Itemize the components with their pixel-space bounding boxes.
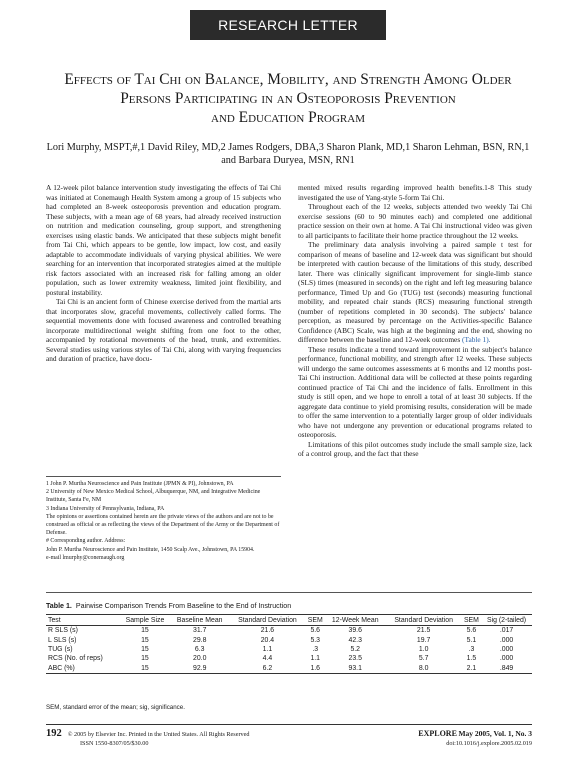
footer-right bbox=[418, 729, 532, 748]
table-cell: 5.1 bbox=[466, 636, 477, 644]
table-cell: 1.5 bbox=[466, 655, 477, 663]
table-cell: 21.6 bbox=[260, 627, 275, 635]
body-paragraph: A 12-week pilot balance intervention study investigating the effects of Tai Chi was initiated at Conemaugh Health System among a group of 15 subjects who had completed an 8-week osteoporosis prevention and education program. These subjects, with a mean age of 68 years, had already received instruction on nutrition and medication counseling, group support, and strengthening exercises using elastic bands. We anticipated that these subjects might benefit from Tai Chi, which appears to be gentle, low impact, low cost, and easily adaptable to accommodate individuals of varying physical abilities. We were searching for an intervention that incorporated strategies aimed at the multiple risk factors associated with an increased risk for falling among an older population, such as lower extremity weakness, limited joint flexibility, and postural instability. bbox=[46, 183, 281, 297]
copyright-notice: © 2005 by Elsevier Inc. Printed in the United States. All Rights Reserved bbox=[67, 731, 250, 738]
column-header: Sig (2-tailed) bbox=[481, 615, 532, 626]
footnote: The opinions or assertions contained herein are the private views of the authors and are not to be construed as official or as reflecting the views of the Department of the Army or the Department of Defense. bbox=[46, 513, 280, 537]
table-cell: ABC (%) bbox=[46, 664, 120, 674]
table-cell: 5.6 bbox=[310, 627, 321, 635]
authors-line: Lori Murphy, MSPT,#,1 David Riley, MD,2 James Rodgers, DBA,3 Sharon Plank, MD,1 Sharon Lehman, BSN, RN,1 bbox=[46, 142, 530, 153]
table-reference-link[interactable]: (Table 1). bbox=[462, 335, 491, 344]
column-header: Sample Size bbox=[120, 615, 170, 626]
table-cell: 42.3 bbox=[348, 636, 362, 644]
table-row bbox=[46, 664, 532, 674]
table-cell: 93.1 bbox=[325, 664, 386, 674]
table-cell: 15 bbox=[141, 655, 149, 663]
table-cell: 39.6 bbox=[348, 627, 362, 635]
table-cell: 19.7 bbox=[416, 636, 431, 644]
paragraph-text: The preliminary data analysis involving a paired sample t test for comparison of means of baseline and 12-week data was significant but should be interpreted with caution because of the limitations of this study, described later. There was clinically significant improvement for single-limb stance (SLS) times (measured in seconds) on the right and left leg measuring balance performance, Timed Up and Go (TUG) test (seconds) measuring functional mobility, and repeated chair stands (RCS) measuring functional strength (number of repetitions completed in 30 seconds). The subjects' balance perception, as measured by percentage on the Activities-specific Balance Confidence (ABC) Scale, was high at the beginning and the end, showing no difference between the baseline and 12-week outcomes bbox=[298, 240, 532, 344]
table-cell: 29.8 bbox=[193, 636, 207, 644]
table-cell: .849 bbox=[481, 664, 532, 674]
column-header: Standard Deviation bbox=[229, 615, 305, 626]
table-caption-text: Pairwise Comparison Trends From Baseline to the End of Instruction bbox=[75, 602, 292, 610]
table-row bbox=[46, 626, 532, 636]
column-header: 12-Week Mean bbox=[325, 615, 386, 626]
body-column-left bbox=[46, 183, 281, 364]
table-cell: 15 bbox=[120, 664, 170, 674]
table-caption bbox=[46, 602, 291, 610]
corresponding-email: e-mail lmurphy@conemaugh.org bbox=[46, 554, 125, 561]
body-paragraph: Tai Chi is an ancient form of Chinese exercise derived from the martial arts that incorporates slow, graceful movements, collectively called forms. The sequential movements done with focused awareness and controlled breathing incorporate multidirectional weight shifting from one foot to the other, accompanied by rotational movements of the head, trunk, and extremities. Several studies using various styles of Tai Chi, along with varying frequencies and duration of practice, have docu- bbox=[46, 297, 281, 363]
author-list bbox=[40, 141, 536, 167]
column-header: SEM bbox=[306, 615, 325, 626]
footer-divider bbox=[46, 724, 532, 725]
section-banner bbox=[190, 10, 386, 40]
table-cell: 6.2 bbox=[229, 664, 305, 674]
table-cell: .3 bbox=[468, 645, 475, 653]
table-cell: R SLS (s) bbox=[48, 627, 78, 635]
table-cell: 1.6 bbox=[306, 664, 325, 674]
authors-line: and Barbara Duryea, MSN, RN1 bbox=[221, 155, 355, 166]
section-label: RESEARCH LETTER bbox=[218, 17, 358, 33]
footnotes bbox=[46, 480, 281, 562]
table-cell: L SLS (s) bbox=[48, 636, 77, 644]
table-cell: 5.6 bbox=[466, 627, 477, 635]
table-label: Table 1. bbox=[46, 602, 72, 610]
footnote-divider bbox=[46, 476, 281, 477]
table-cell: TUG (s) bbox=[48, 645, 73, 653]
table-cell: 15 bbox=[141, 636, 149, 644]
table-cell: .000 bbox=[499, 636, 514, 644]
table-cell: .000 bbox=[499, 645, 514, 653]
table-cell: 15 bbox=[141, 645, 149, 653]
body-paragraph: Limitations of this pilot outcomes study include the small sample size, lack of a control group, and the fact that these bbox=[298, 439, 532, 458]
body-paragraph: Throughout each of the 12 weeks, subjects attended two weekly Tai Chi exercise sessions (60 to 90 minutes each) and completed one additional practice session on their own at home. A Tai Chi instructional video was given to all participants to facilitate their home practice throughout the 12 weeks. bbox=[298, 202, 532, 240]
table-row bbox=[46, 654, 532, 663]
body-column-right bbox=[298, 183, 532, 459]
title-line: Effects of Tai Chi on Balance, Mobility, and Strength Among Older bbox=[64, 71, 512, 88]
footnote: 3 Indiana University of Pennsylvania, Indiana, PA bbox=[46, 505, 165, 512]
corresponding-address: John P. Murtha Neuroscience and Pain Institute, 1450 Scalp Ave., Johnstown, PA 15904. bbox=[46, 546, 255, 553]
body-paragraph: These results indicate a trend toward improvement in the subject's balance performance, functional mobility, and strength after 12 weeks. These subjects will undergo the same outcomes assessments at 6 months and 12 months post-Tai Chi instruction. Additional data will be collected at these points regarding continued practice of Tai Chi and the incidence of falls. Enrollment in this study is still open, and we hope to enroll a total of at least 30 subjects. If the aggregate data continue to yield promising results, consideration will be made to offer the same intervention to a potentially larger group of older individuals who have not undergone any prevention or educational programs related to osteoporosis. bbox=[298, 344, 532, 439]
body-paragraph: mented mixed results regarding improved health benefits.1-8 This study investigated the use of Yang-style 5-form Tai Chi. bbox=[298, 183, 532, 202]
results-table bbox=[46, 614, 532, 674]
issn: ISSN 1550-8307/05/$30.00 bbox=[80, 740, 149, 747]
title-line: Persons Participating in an Osteoporosis Prevention bbox=[120, 90, 456, 107]
table-cell: 2.1 bbox=[462, 664, 481, 674]
table-cell: .017 bbox=[499, 627, 514, 635]
body-paragraph bbox=[298, 240, 532, 345]
column-header: Test bbox=[46, 615, 120, 626]
table-cell: 15 bbox=[141, 627, 149, 635]
footnote: 1 John P. Murtha Neuroscience and Pain Institute (JPMN & PI), Johnstown, PA bbox=[46, 481, 234, 487]
table-footnote: SEM, standard error of the mean; sig, significance. bbox=[46, 704, 185, 711]
table-cell: 23.5 bbox=[348, 655, 362, 663]
footer-left bbox=[46, 729, 249, 748]
table-cell: 8.0 bbox=[386, 664, 462, 674]
corresponding-author-label: # Corresponding author. Address: bbox=[46, 538, 126, 545]
column-header: SEM bbox=[462, 615, 481, 626]
column-header: Baseline Mean bbox=[170, 615, 229, 626]
title-line: and Education Program bbox=[211, 109, 365, 126]
table-cell: .3 bbox=[312, 645, 319, 653]
table-row bbox=[46, 635, 532, 644]
table-cell: .000 bbox=[499, 655, 514, 663]
table-cell: 21.5 bbox=[416, 627, 431, 635]
table-cell: RCS (No. of reps) bbox=[48, 655, 103, 663]
table-cell: 31.7 bbox=[193, 627, 207, 635]
article-title bbox=[40, 70, 536, 127]
table-cell: 5.2 bbox=[350, 645, 361, 653]
table-row bbox=[46, 645, 532, 654]
table-cell: 5.7 bbox=[418, 655, 429, 663]
table-cell: 1.1 bbox=[310, 655, 321, 663]
journal-issue: May 2005, Vol. 1, No. 3 bbox=[458, 729, 532, 738]
page-number: 192 bbox=[46, 728, 62, 739]
table-cell: 20.0 bbox=[193, 655, 207, 663]
table-divider bbox=[46, 592, 532, 593]
table-cell: 4.4 bbox=[262, 655, 273, 663]
table-cell: 5.3 bbox=[310, 636, 321, 644]
table-cell: 1.1 bbox=[262, 645, 273, 653]
table-cell: 1.0 bbox=[418, 645, 429, 653]
table-cell: 20.4 bbox=[260, 636, 275, 644]
journal-name: EXPLORE bbox=[418, 729, 457, 738]
table-cell: 6.3 bbox=[194, 645, 205, 653]
column-header: Standard Deviation bbox=[386, 615, 462, 626]
table-header-row bbox=[46, 615, 532, 626]
doi: doi:10.1016/j.explore.2005.02.019 bbox=[446, 740, 532, 747]
footnote: 2 University of New Mexico Medical School, Albuquerque, NM, and Integrative Medicine Institute, Santa Fe, NM bbox=[46, 489, 261, 504]
table-cell: 92.9 bbox=[170, 664, 229, 674]
